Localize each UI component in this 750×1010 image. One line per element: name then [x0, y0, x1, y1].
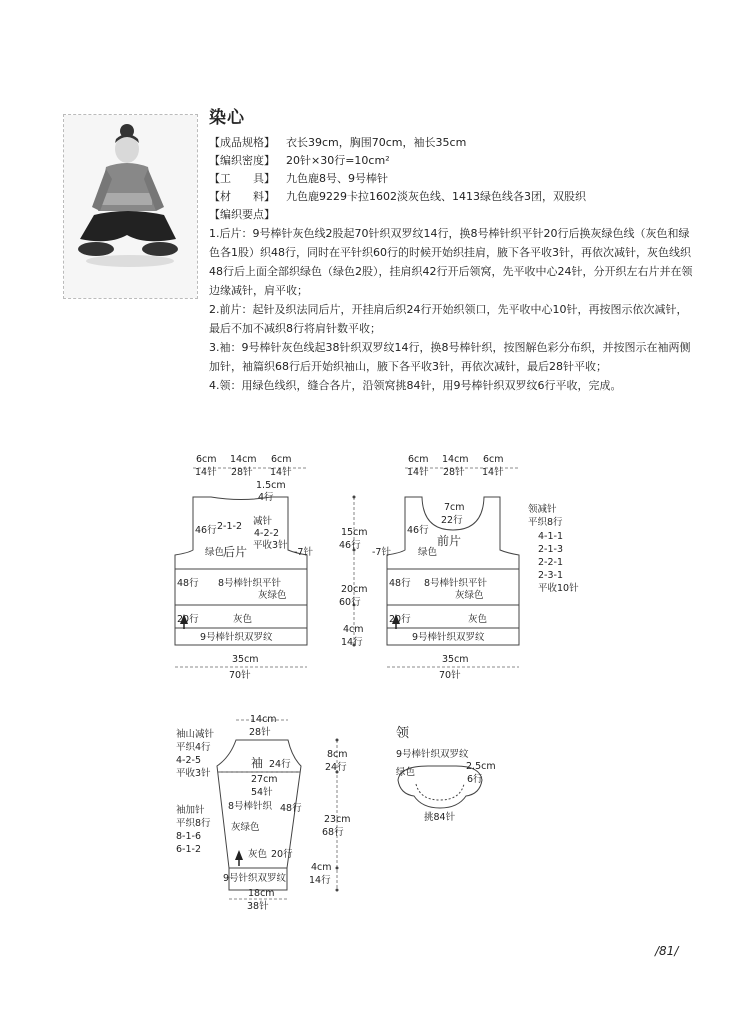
- sleeve-h-rib-rows: 14行: [309, 875, 331, 886]
- sleeve-gray: 灰色: [248, 849, 268, 860]
- front-gray: 灰色: [468, 614, 488, 625]
- front-body-b: 灰绿色: [455, 590, 484, 601]
- back-green: 绿色: [205, 547, 225, 558]
- front-top-right-cm: 6cm: [483, 454, 504, 465]
- sleeve-cap-rule-1: 平织4行: [176, 742, 211, 753]
- height-b-rows: 60行: [339, 597, 361, 608]
- back-rows48: 48行: [177, 578, 199, 589]
- spec-key-points: 【编织要点】: [209, 208, 275, 221]
- front-rows46: 46行: [407, 525, 429, 536]
- front-rib: 9号棒针织双罗纹: [412, 632, 485, 643]
- sleeve-rows20: 20行: [271, 849, 293, 860]
- back-top-mid-st: 28针: [231, 467, 253, 478]
- back-armhole-rule-3: 平收3针: [253, 540, 288, 551]
- sleeve-cap-rule-3: 平收3针: [176, 768, 211, 779]
- front-top-left-st: 14针: [407, 467, 429, 478]
- sleeve-top-cm: 14cm: [250, 714, 277, 725]
- collar-green: 绿色: [396, 767, 416, 778]
- front-neck-rule-1: 平织8行: [528, 517, 563, 528]
- sleeve-h-body-rows: 68行: [322, 827, 344, 838]
- sleeve-inc-rule-1: 平织8行: [176, 818, 211, 829]
- front-top-mid-cm: 14cm: [442, 454, 469, 465]
- step-collar: 4.领：用绿色线织，缝合各片，沿领窝挑84针，用9号棒针织双罗纹6行平收，完成。: [209, 379, 622, 392]
- back-top-right-st: 14针: [270, 467, 292, 478]
- collar-rib: 9号棒针织双罗纹: [396, 749, 469, 760]
- front-neck-rule-0: 领减针: [528, 504, 557, 515]
- height-c-cm: 4cm: [343, 624, 364, 635]
- collar-pick: 挑84针: [424, 812, 456, 823]
- back-body-a: 8号棒针织平针: [218, 578, 282, 589]
- collar-title: 领: [396, 726, 410, 741]
- front-neck-rule-3: 2-1-3: [538, 544, 563, 555]
- back-width-st: 70针: [229, 670, 251, 681]
- back-rows20: 20行: [177, 614, 199, 625]
- spec-size: 【成品规格】 衣长39cm，胸围70cm，袖长35cm: [209, 136, 467, 149]
- back-top-left-st: 14针: [195, 467, 217, 478]
- front-top-left-cm: 6cm: [408, 454, 429, 465]
- sleeve-inc-rule-0: 袖加针: [176, 805, 205, 816]
- spec-gauge: 【编织密度】 20针×30行=10cm²: [209, 154, 390, 167]
- back-rows46: 46行: [195, 525, 217, 536]
- step-back: 1.后片：9号棒针灰色线2股起70针织双罗纹14行，换8号棒针织平针20行后换灰绿色线（灰色和绿色各1股）织48行，同时在平针织60行的时候开始织挂肩，腋下各平收3针，再依次减针，灰色线织48行后上面全部织绿色（绿色2股），挂肩织42行开后领窝，先平收中心24针，分开织左右片并在领边缘减针，肩平收；: [209, 227, 693, 297]
- page-number: /81/: [655, 944, 679, 958]
- height-a-cm: 15cm: [341, 527, 368, 538]
- sleeve-h-body-cm: 23cm: [324, 814, 351, 825]
- front-width-st: 70针: [439, 670, 461, 681]
- back-name: 后片: [223, 545, 248, 559]
- back-top-right-cm: 6cm: [271, 454, 292, 465]
- pattern-title: 染心: [209, 108, 245, 128]
- sleeve-cap-rule-2: 4-2-5: [176, 755, 201, 766]
- sleeve-body-a: 8号棒针织: [228, 801, 273, 812]
- front-green: 绿色: [418, 547, 438, 558]
- back-armhole-rule-0: 减针: [253, 516, 273, 527]
- front-top-right-st: 14针: [482, 467, 504, 478]
- sleeve-rows24: 24行: [269, 759, 291, 770]
- back-neck-rows: 4行: [258, 492, 274, 503]
- front-neck-rule-2: 4-1-1: [538, 531, 563, 542]
- back-top-left-cm: 6cm: [196, 454, 217, 465]
- front-neck-rule-5: 2-3-1: [538, 570, 563, 581]
- sleeve-cap-label: 袖: [251, 756, 264, 770]
- back-top-mid-cm: 14cm: [230, 454, 257, 465]
- back-gray: 灰色: [233, 614, 253, 625]
- step-sleeve: 3.袖：9号棒针灰色线起38针织双罗纹14行，换8号棒针织，按图解色彩分布织，并按图示在袖两侧加针，袖篇织68行后开始织袖山，腋下各平收3针，再依次减针，最后28针平收；: [209, 341, 691, 373]
- front-top-mid-st: 28针: [443, 467, 465, 478]
- sleeve-h-cap-rows: 24行: [325, 762, 347, 773]
- height-a-rows: 46行: [339, 540, 361, 551]
- sleeve-width-st: 54针: [251, 787, 273, 798]
- front-neck-rows: 22行: [441, 515, 463, 526]
- sleeve-inc-rule-2: 8-1-6: [176, 831, 201, 842]
- back-armhole-rule-1: 2-1-2: [217, 521, 242, 532]
- sleeve-rib: 9号针织双罗纹: [223, 873, 287, 884]
- spec-tools: 【工 具】 九色鹿8号、9号棒针: [209, 172, 388, 185]
- sleeve-top-st: 28针: [249, 727, 271, 738]
- sleeve-up-arrow: [235, 850, 243, 860]
- sleeve-body-b: 灰绿色: [231, 822, 260, 833]
- collar-height-cm: 2.5cm: [466, 761, 496, 772]
- front-body-a: 8号棒针织平针: [424, 578, 488, 589]
- sleeve-h-cap-cm: 8cm: [327, 749, 348, 760]
- spec-materials: 【材 料】 九色鹿9229卡拉1602淡灰色线、1413绿色线各3团，双股织: [209, 190, 586, 203]
- front-width-cm: 35cm: [442, 654, 469, 665]
- sleeve-bottom-st: 38针: [247, 901, 269, 912]
- front-rows48: 48行: [389, 578, 411, 589]
- back-armhole-rule-2: 4-2-2: [254, 528, 279, 539]
- sleeve-rows48: 48行: [280, 803, 302, 814]
- front-neck-cm: 7cm: [444, 502, 465, 513]
- front-neck-rule-6: 平收10针: [538, 583, 579, 594]
- back-rib: 9号棒针织双罗纹: [200, 632, 273, 643]
- collar-height-rows: 6行: [467, 774, 483, 785]
- back-width-cm: 35cm: [232, 654, 259, 665]
- sleeve-width-cm: 27cm: [251, 774, 278, 785]
- sleeve-inc-rule-3: 6-1-2: [176, 844, 201, 855]
- back-body-b: 灰绿色: [258, 590, 287, 601]
- front-rows20: 20行: [389, 614, 411, 625]
- height-c-rows: 14行: [341, 637, 363, 648]
- sleeve-bottom-cm: 18cm: [248, 888, 275, 899]
- back-neck-cm: 1.5cm: [256, 480, 286, 491]
- height-b-cm: 20cm: [341, 584, 368, 595]
- sleeve-h-rib-cm: 4cm: [311, 862, 332, 873]
- step-front: 2.前片：起针及织法同后片，开挂肩后织24行开始织领口，先平收中心10针，再按图示依次减针，最后不加不减织8行将肩针数平收；: [209, 303, 688, 335]
- front-neck-rule-4: 2-2-1: [538, 557, 563, 568]
- front-name: 前片: [437, 534, 462, 548]
- front-minus7: -7针: [372, 547, 391, 558]
- sleeve-cap-rule-0: 袖山减针: [176, 729, 215, 740]
- back-minus7: -7针: [294, 547, 313, 558]
